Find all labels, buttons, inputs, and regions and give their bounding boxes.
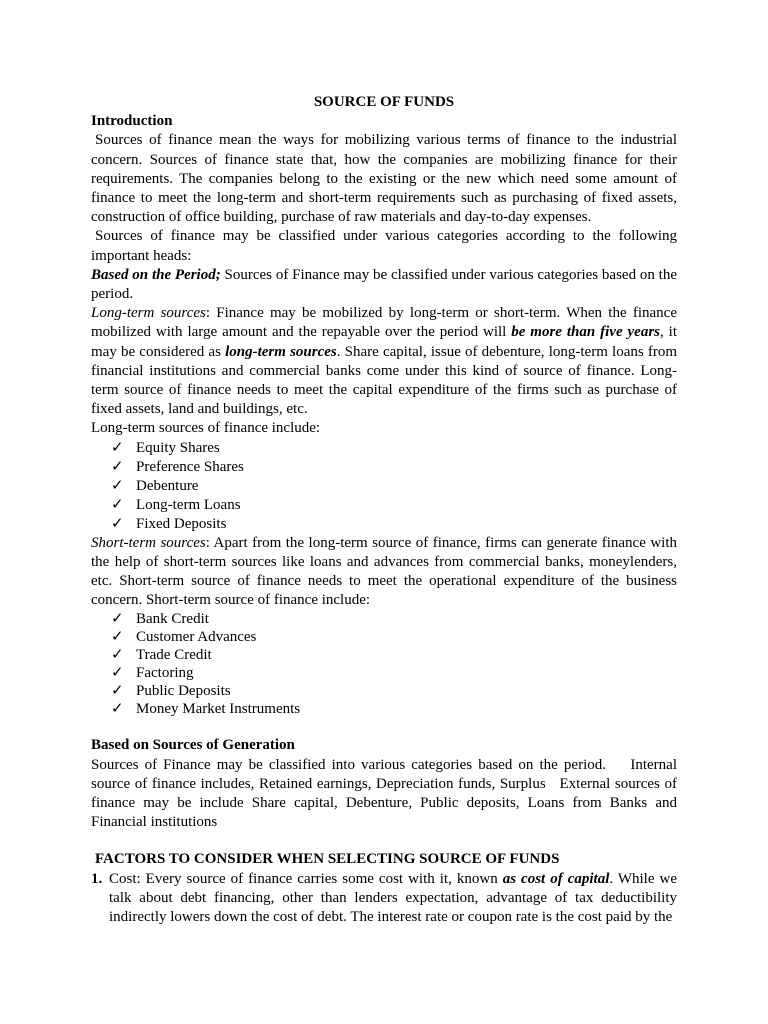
document-page	[91, 93, 681, 927]
checkmark-icon: ✓	[111, 683, 124, 700]
intro-heading: Introduction	[91, 113, 173, 130]
short-term-text: : Apart from the long-term source of finance, firms can generate finance with the help of short-term sources like loans and advances from commercial banks, moneylenders, etc. Short-term source of finance needs to meet the operational expenditure of the business concern. Short-term source of finance include:	[91, 534, 677, 609]
list-item-label: Preference Shares	[136, 458, 244, 475]
checkmark-icon: ✓	[111, 647, 124, 664]
spacer	[91, 718, 677, 736]
list-item-label: Bank Credit	[136, 611, 209, 628]
list-item-label: Equity Shares	[136, 439, 220, 456]
list-item-label: Trade Credit	[136, 647, 212, 664]
list-item-label: Long-term Loans	[136, 496, 241, 513]
long-term-paragraph	[91, 304, 677, 419]
long-term-include-line: Long-term sources of finance include:	[91, 420, 321, 437]
checkmark-icon: ✓	[111, 629, 124, 646]
long-term-text-2: , it may be considered as	[91, 324, 677, 360]
factor-text-2: . While we talk about debt financing, other than lenders expectation, advantage of tax deductibility indirectly lowers down the cost of debt. The interest rate or coupon rate is the cost paid by the	[109, 870, 678, 926]
checkmark-icon: ✓	[111, 701, 124, 718]
long-term-emph-1: be more than five years	[511, 324, 660, 341]
checkmark-icon: ✓	[111, 496, 124, 513]
page-title: SOURCE OF FUNDS	[313, 94, 455, 110]
list-item	[111, 496, 677, 515]
list-item	[111, 664, 677, 682]
generation-paragraph: Sources of Finance may be classified into various categories based on the period. Internal source of finance includes, Retained earnings, Depreciation funds, Surplus External sources of finance may be include Share capital, Debenture, Public deposits, Loans from Banks and Financial institutions	[91, 756, 681, 831]
checkmark-icon: ✓	[111, 665, 124, 682]
list-item	[111, 646, 677, 664]
intro-paragraph-1: Sources of finance mean the ways for mobilizing various terms of finance to the industrial concern. Sources of finance state that, how the companies are mobilizing finance for their requirements. The companies belong to the existing or the new which need some amount of finance to meet the long-term and short-term requirements such as purchasing of fixed assets, construction of office building, purchase of raw materials and day-to-day expenses.	[91, 132, 677, 226]
long-term-emph-2: long-term sources	[225, 343, 337, 360]
factors-heading: FACTORS TO CONSIDER WHEN SELECTING SOURCE OF FUNDS	[95, 851, 560, 868]
checkmark-icon: ✓	[111, 477, 124, 494]
short-term-list	[91, 610, 677, 718]
long-term-list	[91, 439, 677, 534]
period-text: Sources of Finance may be classified under various categories based on the period.	[91, 266, 677, 303]
list-item	[111, 477, 677, 496]
spacer	[91, 832, 677, 850]
intro-paragraph-2: Sources of finance may be classified under various categories according to the following important heads:	[91, 228, 677, 264]
long-term-text-1: : Finance may be mobilized by long-term or short-term. When the finance mobilized with large amount and the repayable over the period will	[91, 305, 677, 341]
short-term-paragraph	[91, 534, 677, 611]
factor-emph: as cost of capital	[502, 870, 610, 887]
list-item-label: Factoring	[136, 665, 194, 682]
checkmark-icon: ✓	[111, 439, 124, 456]
checkmark-icon: ✓	[111, 515, 124, 532]
list-item-label: Customer Advances	[136, 629, 257, 646]
period-paragraph	[91, 266, 677, 304]
checkmark-icon: ✓	[111, 458, 124, 475]
list-item	[111, 439, 677, 458]
factor-text-1: Cost: Every source of finance carries some cost with it, known	[109, 870, 503, 887]
factor-number: 1.	[91, 870, 103, 887]
list-item	[111, 610, 677, 628]
list-item	[111, 628, 677, 646]
long-term-text-3: . Share capital, issue of debenture, long-term loans from financial institutions and commercial banks come under this kind of source of finance. Long-term source of finance needs to meet the capital expenditure of the firms such as purchase of fixed assets, land and buildings, etc.	[91, 343, 678, 418]
factor-item-cost	[91, 870, 677, 928]
short-term-label: Short-term sources	[91, 534, 206, 551]
list-item-label: Fixed Deposits	[136, 515, 227, 532]
list-item-label: Money Market Instruments	[136, 701, 301, 718]
list-item	[111, 682, 677, 700]
long-term-label: Long-term sources	[91, 305, 206, 322]
list-item	[111, 515, 677, 534]
list-item	[111, 700, 677, 718]
list-item	[111, 458, 677, 477]
list-item-label: Public Deposits	[136, 683, 231, 700]
list-item-label: Debenture	[136, 477, 199, 494]
checkmark-icon: ✓	[111, 611, 124, 628]
period-lead: Based on the Period;	[91, 266, 221, 283]
generation-heading: Based on Sources of Generation	[91, 737, 295, 754]
